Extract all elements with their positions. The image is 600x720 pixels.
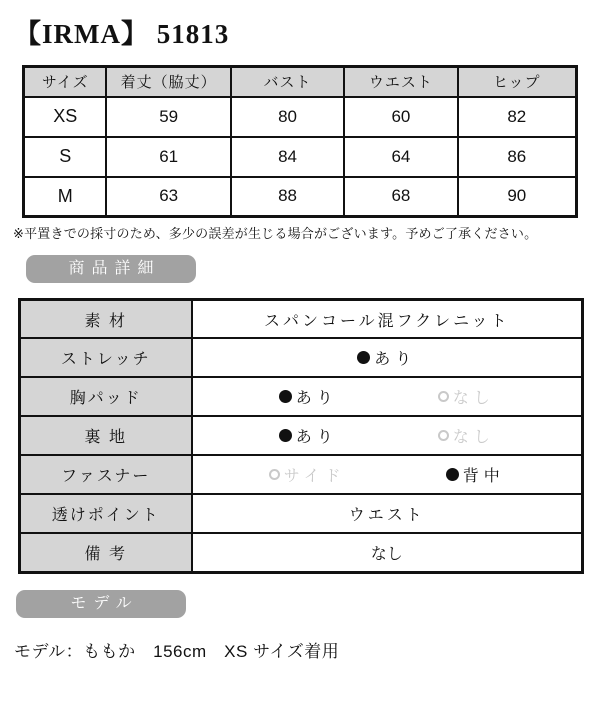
detail-value [192, 494, 583, 533]
option-inactive: サイド [269, 463, 346, 486]
detail-label: 素 材 [20, 299, 192, 338]
size-header-size: サイズ [24, 67, 107, 97]
detail-row-lining [20, 416, 583, 455]
bust-cell: 80 [231, 97, 344, 137]
bust-cell: 84 [231, 137, 344, 177]
size-row-xs [24, 97, 577, 137]
size-row-s [24, 137, 577, 177]
detail-label: 裏 地 [20, 416, 192, 455]
empty-circle-icon [438, 430, 449, 441]
waist-cell: 60 [344, 97, 457, 137]
model-info: モデル：ももか 156cm XS サイズ着用 [14, 641, 340, 661]
size-header-bust: バスト [231, 67, 344, 97]
detail-value [192, 338, 583, 377]
section-badge-model: モデル [16, 590, 186, 618]
size-header-hip: ヒップ [458, 67, 577, 97]
option-group [193, 346, 582, 369]
option-active: あり [279, 385, 338, 408]
detail-row-sheer [20, 494, 583, 533]
hip-cell: 90 [458, 177, 577, 217]
notes-value: なし [370, 546, 403, 564]
size-table [22, 65, 578, 218]
hip-cell: 86 [458, 137, 577, 177]
bust-cell: 88 [231, 177, 344, 217]
detail-label: 透けポイント [20, 494, 192, 533]
filled-circle-icon [279, 429, 292, 442]
detail-value [192, 299, 583, 338]
hip-cell: 82 [458, 97, 577, 137]
detail-row-pad [20, 377, 583, 416]
size-header-waist: ウエスト [344, 67, 457, 97]
detail-row-notes [20, 533, 583, 572]
detail-row-zipper [20, 455, 583, 494]
size-cell: XS [24, 97, 107, 137]
material-value: スパンコール混フクレニット [263, 312, 510, 330]
detail-label: ファスナー [20, 455, 192, 494]
option-inactive: なし [438, 385, 495, 408]
option-inactive: なし [438, 424, 495, 447]
detail-value [192, 533, 583, 572]
detail-row-stretch [20, 338, 583, 377]
option-group [193, 424, 582, 447]
option-group [193, 463, 582, 486]
size-cell: S [24, 137, 107, 177]
filled-circle-icon [446, 468, 459, 481]
size-table-header-row [24, 67, 577, 97]
detail-value [192, 416, 583, 455]
option-group [193, 385, 582, 408]
detail-label: 胸パッド [20, 377, 192, 416]
waist-cell: 68 [344, 177, 457, 217]
section-badge-details: 商品詳細 [26, 255, 196, 283]
sheer-value: ウエスト [348, 507, 425, 525]
filled-circle-icon [279, 390, 292, 403]
size-header-length: 着丈（脇丈） [106, 67, 230, 97]
detail-value [192, 377, 583, 416]
length-cell: 59 [106, 97, 230, 137]
option-active: あり [357, 346, 416, 369]
empty-circle-icon [269, 469, 280, 480]
detail-label: 備 考 [20, 533, 192, 572]
detail-value [192, 455, 583, 494]
option-active: あり [279, 424, 338, 447]
measurement-note: ※平置きでの採寸のため、多少の誤差が生じる場合がございます。予めご了承ください。 [13, 226, 538, 242]
product-details-table [18, 298, 584, 574]
size-row-m [24, 177, 577, 217]
detail-label: ストレッチ [20, 338, 192, 377]
filled-circle-icon [357, 351, 370, 364]
page-title: 【IRMA】 51813 [14, 19, 230, 49]
option-active: 背中 [446, 463, 505, 486]
empty-circle-icon [438, 391, 449, 402]
detail-row-material [20, 299, 583, 338]
size-cell: M [24, 177, 107, 217]
length-cell: 63 [106, 177, 230, 217]
length-cell: 61 [106, 137, 230, 177]
waist-cell: 64 [344, 137, 457, 177]
